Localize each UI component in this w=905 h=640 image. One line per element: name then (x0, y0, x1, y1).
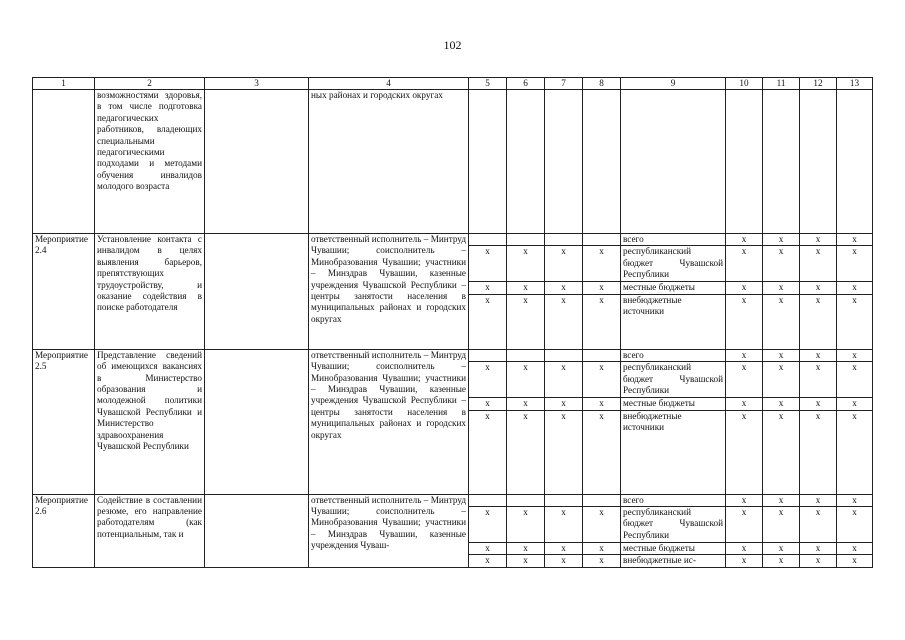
x-mark: х (545, 543, 583, 555)
event-id-cell: Мероприятие 2.6 (33, 494, 95, 567)
x-mark: х (726, 234, 763, 246)
empty-cell (621, 90, 726, 234)
x-mark: х (583, 543, 621, 555)
empty-cell (545, 90, 583, 234)
x-mark: х (507, 555, 545, 567)
x-mark: х (469, 398, 507, 410)
empty-cell (507, 349, 545, 361)
x-mark: х (583, 282, 621, 294)
event-id-cell: Мероприятие 2.5 (33, 349, 95, 494)
column-number: 8 (583, 78, 621, 90)
funding-source-cell: всего (621, 349, 726, 361)
empty-cell (507, 234, 545, 246)
x-mark: х (800, 555, 837, 567)
empty-cell (545, 234, 583, 246)
x-mark: х (726, 294, 763, 349)
empty-cell (205, 234, 309, 350)
x-mark: х (726, 507, 763, 543)
x-mark: х (726, 282, 763, 294)
x-mark: х (837, 398, 873, 410)
x-mark: х (469, 543, 507, 555)
x-mark: х (800, 234, 837, 246)
column-number: 4 (309, 78, 469, 90)
x-mark: х (837, 234, 873, 246)
executors-cell: ных районах и городских округах (309, 90, 469, 234)
x-mark: х (837, 555, 873, 567)
executors-cell: ответственный исполнитель – Минтруд Чувашии; соисполнитель – Минобразования Чувашии; участники – Минздрав Чувашии, казенные учреждения Чувашской Республики – центры занятости населения в муниципальных районах и городских округах (309, 234, 469, 350)
x-mark: х (837, 362, 873, 398)
x-mark: х (800, 507, 837, 543)
column-number: 9 (621, 78, 726, 90)
x-mark: х (545, 398, 583, 410)
empty-cell (545, 494, 583, 506)
column-number: 10 (726, 78, 763, 90)
x-mark: х (726, 543, 763, 555)
x-mark: х (837, 494, 873, 506)
empty-cell (507, 90, 545, 234)
column-number: 1 (33, 78, 95, 90)
funding-source-cell: внебюджетные источники (621, 410, 726, 494)
column-number: 11 (763, 78, 800, 90)
x-mark: х (837, 246, 873, 282)
x-mark: х (507, 246, 545, 282)
table-row (33, 234, 873, 246)
x-mark: х (726, 246, 763, 282)
x-mark: х (726, 398, 763, 410)
column-number: 12 (800, 78, 837, 90)
x-mark: х (763, 246, 800, 282)
x-mark: х (763, 555, 800, 567)
x-mark: х (726, 349, 763, 361)
x-mark: х (469, 246, 507, 282)
x-mark: х (545, 410, 583, 494)
empty-cell (583, 234, 621, 246)
x-mark: х (800, 494, 837, 506)
empty-cell (800, 90, 837, 234)
program-table (32, 77, 873, 568)
event-id-cell (33, 90, 95, 234)
executors-cell: ответственный исполнитель – Минтруд Чувашии; соисполнитель – Минобразования Чувашии; участники – Минздрав Чувашии, казенные учреждения Чувашской Республики – центры занятости населения в муниципальных районах и городских округах (309, 349, 469, 494)
x-mark: х (507, 398, 545, 410)
empty-cell (469, 349, 507, 361)
empty-cell (469, 234, 507, 246)
x-mark: х (507, 362, 545, 398)
x-mark: х (837, 294, 873, 349)
executors-cell: ответственный исполнитель – Минтруд Чувашии; соисполнитель – Минобразования Чувашии; участники – Минздрав Чувашии, казенные учреждения Чуваш- (309, 494, 469, 567)
x-mark: х (469, 555, 507, 567)
x-mark: х (800, 543, 837, 555)
x-mark: х (837, 410, 873, 494)
empty-cell (507, 494, 545, 506)
funding-source-cell: внебюджетные источники (621, 294, 726, 349)
x-mark: х (800, 398, 837, 410)
x-mark: х (726, 555, 763, 567)
x-mark: х (800, 294, 837, 349)
funding-source-cell: республиканский бюджет Чувашской Республики (621, 362, 726, 398)
funding-source-cell: местные бюджеты (621, 543, 726, 555)
x-mark: х (763, 543, 800, 555)
empty-cell (205, 494, 309, 567)
x-mark: х (545, 294, 583, 349)
column-number: 6 (507, 78, 545, 90)
x-mark: х (763, 398, 800, 410)
event-name-cell: возможностями здоровья, в том числе подготовка педагогических работников, владеющих специальными педагогическими подходами и методами обучения инвалидов молодого возраста (95, 90, 205, 234)
empty-cell (583, 349, 621, 361)
x-mark: х (726, 494, 763, 506)
x-mark: х (763, 494, 800, 506)
funding-source-cell: местные бюджеты (621, 282, 726, 294)
page-number: 102 (443, 38, 462, 52)
x-mark: х (837, 543, 873, 555)
table-row (33, 349, 873, 361)
x-mark: х (837, 349, 873, 361)
empty-cell (583, 494, 621, 506)
x-mark: х (583, 398, 621, 410)
x-mark: х (800, 246, 837, 282)
x-mark: х (469, 294, 507, 349)
column-number: 7 (545, 78, 583, 90)
x-mark: х (507, 410, 545, 494)
x-mark: х (800, 282, 837, 294)
x-mark: х (726, 410, 763, 494)
x-mark: х (763, 234, 800, 246)
event-name-cell: Установление контакта с инвалидом в целях выявления барьеров, препятствующих трудоустройству, и оказание содействия в поиске работодателя (95, 234, 205, 350)
empty-cell (837, 90, 873, 234)
empty-cell (469, 494, 507, 506)
x-mark: х (507, 507, 545, 543)
x-mark: х (469, 282, 507, 294)
x-mark: х (763, 294, 800, 349)
x-mark: х (800, 362, 837, 398)
event-id-cell: Мероприятие 2.4 (33, 234, 95, 350)
x-mark: х (583, 294, 621, 349)
event-name-cell: Содействие в составлении резюме, его направление работодателям (как потенциальным, так и (95, 494, 205, 567)
x-mark: х (545, 507, 583, 543)
x-mark: х (800, 410, 837, 494)
empty-cell (763, 90, 800, 234)
x-mark: х (800, 349, 837, 361)
empty-cell (545, 349, 583, 361)
x-mark: х (583, 362, 621, 398)
funding-source-cell: республиканский бюджет Чувашской Республики (621, 507, 726, 543)
funding-source-cell: всего (621, 494, 726, 506)
x-mark: х (545, 246, 583, 282)
x-mark: х (507, 282, 545, 294)
x-mark: х (763, 282, 800, 294)
x-mark: х (583, 507, 621, 543)
x-mark: х (583, 410, 621, 494)
table-row (33, 90, 873, 234)
x-mark: х (583, 555, 621, 567)
x-mark: х (763, 349, 800, 361)
column-number: 5 (469, 78, 507, 90)
column-numbers-row (33, 78, 873, 90)
empty-cell (583, 90, 621, 234)
x-mark: х (545, 282, 583, 294)
table-row (33, 494, 873, 506)
funding-source-cell: местные бюджеты (621, 398, 726, 410)
x-mark: х (763, 507, 800, 543)
empty-cell (469, 90, 507, 234)
funding-source-cell: внебюджетные ис- (621, 555, 726, 567)
x-mark: х (545, 555, 583, 567)
x-mark: х (837, 507, 873, 543)
column-number: 2 (95, 78, 205, 90)
funding-source-cell: республиканский бюджет Чувашской Республики (621, 246, 726, 282)
column-number: 3 (205, 78, 309, 90)
x-mark: х (545, 362, 583, 398)
empty-cell (726, 90, 763, 234)
x-mark: х (837, 282, 873, 294)
event-name-cell: Представление сведений об имеющихся вакансиях в Министерство образования и молодежной политики Чувашской Республики и Министерство здравоохранения Чувашской Республики (95, 349, 205, 494)
column-number: 13 (837, 78, 873, 90)
x-mark: х (507, 543, 545, 555)
x-mark: х (763, 362, 800, 398)
x-mark: х (469, 362, 507, 398)
x-mark: х (469, 410, 507, 494)
x-mark: х (469, 507, 507, 543)
x-mark: х (583, 246, 621, 282)
x-mark: х (726, 362, 763, 398)
funding-source-cell: всего (621, 234, 726, 246)
x-mark: х (507, 294, 545, 349)
empty-cell (205, 349, 309, 494)
x-mark: х (763, 410, 800, 494)
empty-cell (205, 90, 309, 234)
